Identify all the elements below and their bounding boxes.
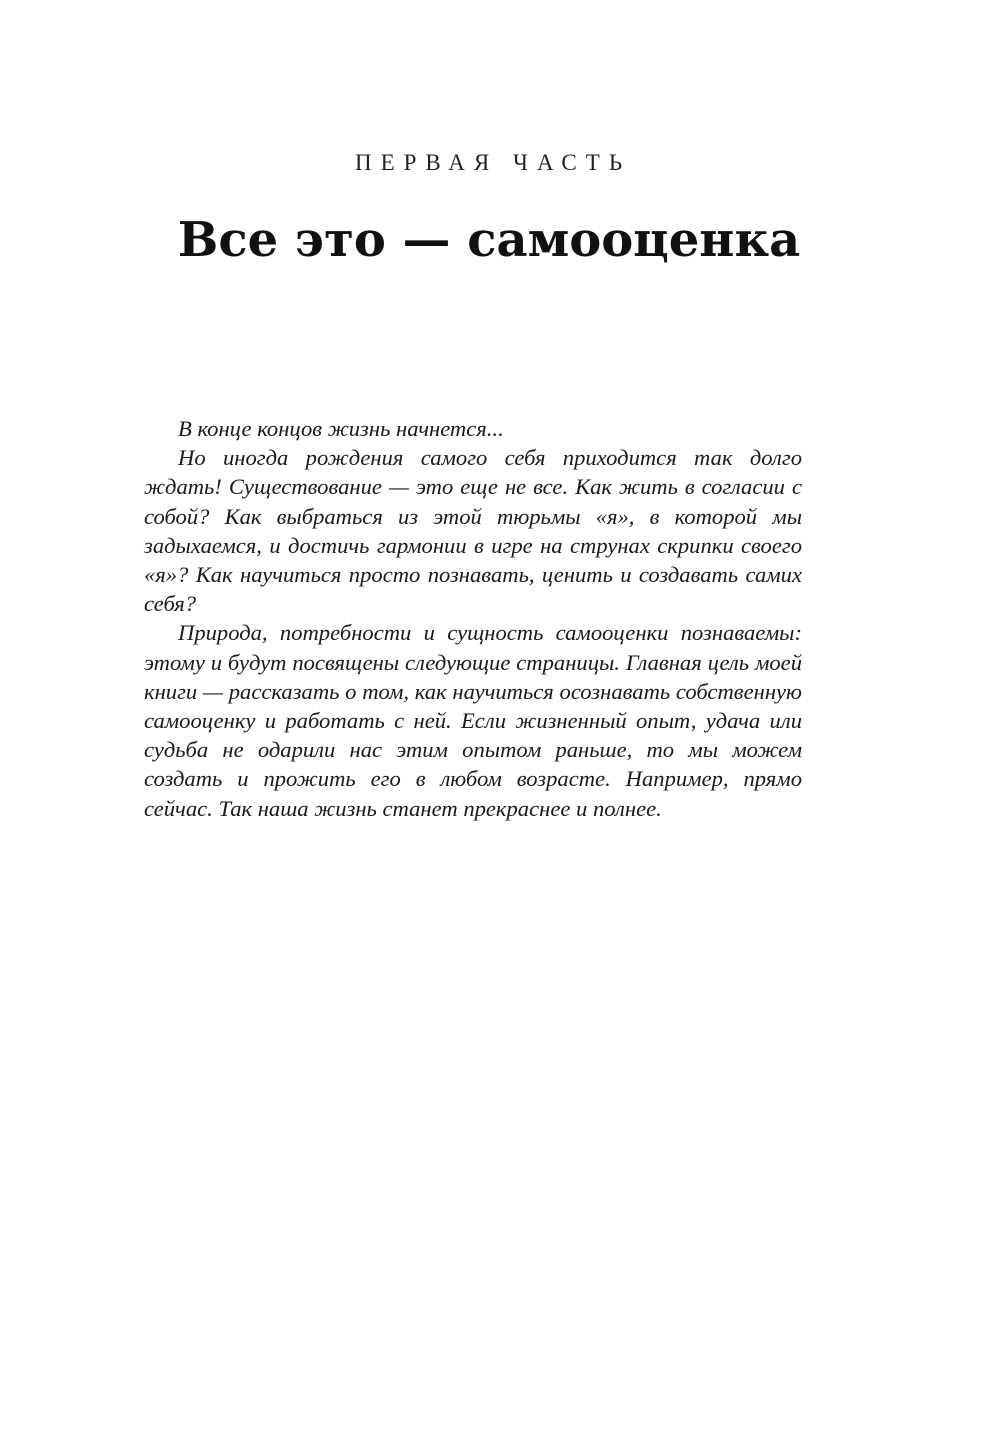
epigraph-paragraph-3: Природа, потребности и сущность самооценки познаваемы: этому и будут посвящены следующие страницы. Главная цель моей книги — рассказать о том, как научиться осознавать собственную самооценку и работать с ней. Если жизненный опыт, удача или судьба не одарили нас этим опытом раньше, то мы можем создать и прожить его в любом возрасте. Например, прямо сейчас. Так наша жизнь станет прекраснее и полнее. [144, 620, 802, 821]
epigraph-paragraph-1: В конце концов жизнь начнется... [178, 416, 504, 441]
chapter-title: Все это — самооценка [177, 212, 801, 268]
epigraph-paragraph-2: Но иногда рождения самого себя приходится так долго ждать! Существование — это еще не все. Как жить в согласии с собой? Как выбраться из этой тюрьмы «я», в которой мы задыхаемся, и достичь гармонии в игре на струнах скрипки своего «я»? Как научиться просто познавать, ценить и создавать самих себя? [144, 445, 802, 617]
part-label: ПЕРВАЯ ЧАСТЬ [354, 150, 632, 175]
epigraph [144, 414, 802, 823]
